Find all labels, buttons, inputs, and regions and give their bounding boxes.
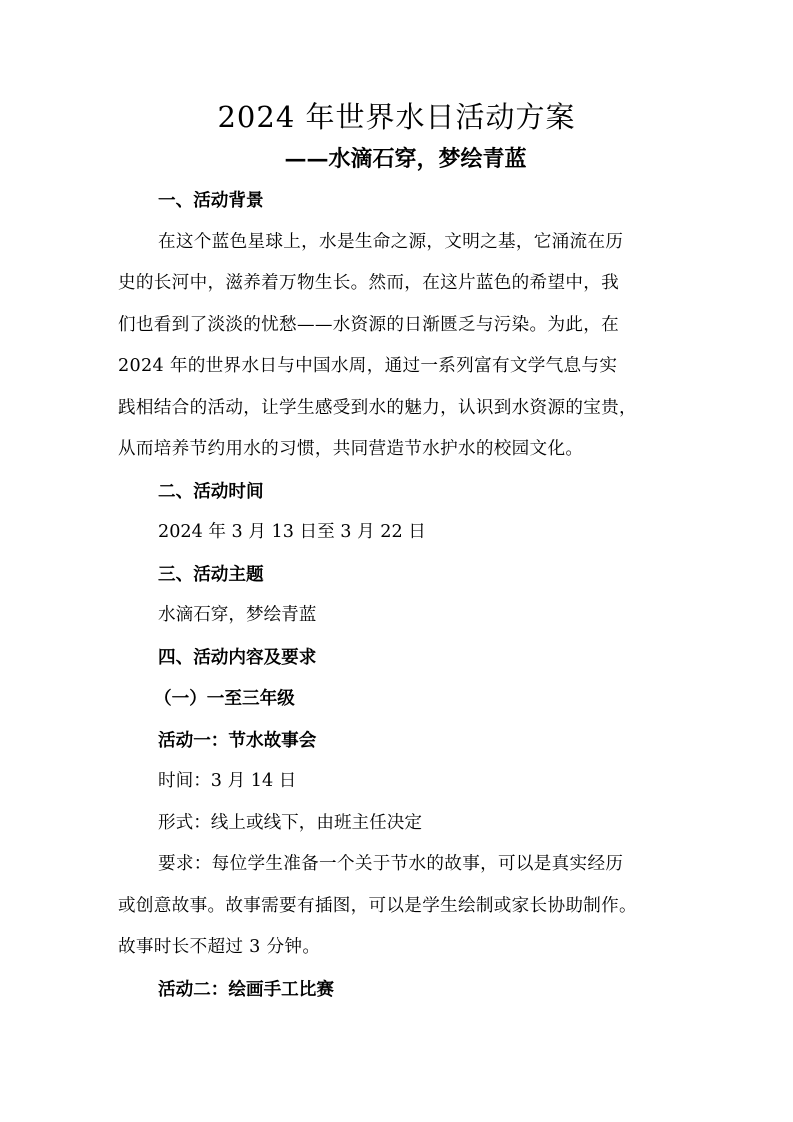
- activity1-time: 时间：3 月 14 日: [158, 771, 297, 791]
- background-paragraph: [118, 222, 676, 471]
- section-heading-time: 二、活动时间: [158, 480, 264, 502]
- paragraph-line: 在这个蓝色星球上，水是生命之源，文明之基，它涌流在历: [158, 231, 624, 252]
- section-heading-background: 一、活动背景: [158, 190, 264, 211]
- paragraph-line: 们也看到了淡淡的忧愁——水资源的日渐匮乏与污染。为此，在: [118, 314, 620, 335]
- document-subtitle: ——水滴石穿，梦绘青蓝: [284, 146, 527, 172]
- activity1-form: 形式：线上或线下，由班主任决定: [158, 812, 422, 833]
- document-body: [118, 180, 676, 1010]
- activity2-heading: 活动二：绘画手工比赛: [158, 978, 334, 1000]
- document-title: 2024 年世界水日活动方案: [217, 100, 576, 134]
- paragraph-line: 2024 年的世界水日与中国水周，通过一系列富有文学气息与实: [118, 356, 618, 376]
- section-heading-content: 四、活动内容及要求: [158, 646, 317, 668]
- paragraph-line: 要求：每位学生准备一个关于节水的故事，可以是真实经历: [158, 854, 624, 874]
- paragraph-line: 或创意故事。故事需要有插图，可以是学生绘制或家长协助制作。: [118, 895, 637, 916]
- paragraph-line: 践相结合的活动，让学生感受到水的魅力，认识到水资源的宝贵，: [118, 397, 637, 418]
- paragraph-line: 故事时长不超过 3 分钟。: [118, 937, 321, 957]
- section-heading-theme: 三、活动主题: [158, 563, 264, 585]
- activity-time-text: 2024 年 3 月 13 日至 3 月 22 日: [158, 522, 426, 542]
- subsection-heading-grades: （一）一至三年级: [154, 688, 295, 709]
- activity1-heading: 活动一：节水故事会: [158, 729, 317, 751]
- activity-theme-text: 水滴石穿，梦绘青蓝: [158, 605, 317, 625]
- paragraph-line: 从而培养节约用水的习惯，共同营造节水护水的校园文化。: [118, 439, 584, 459]
- activity1-requirements: [118, 844, 676, 969]
- paragraph-line: 史的长河中，滋养着万物生长。然而，在这片蓝色的希望中，我: [118, 273, 620, 293]
